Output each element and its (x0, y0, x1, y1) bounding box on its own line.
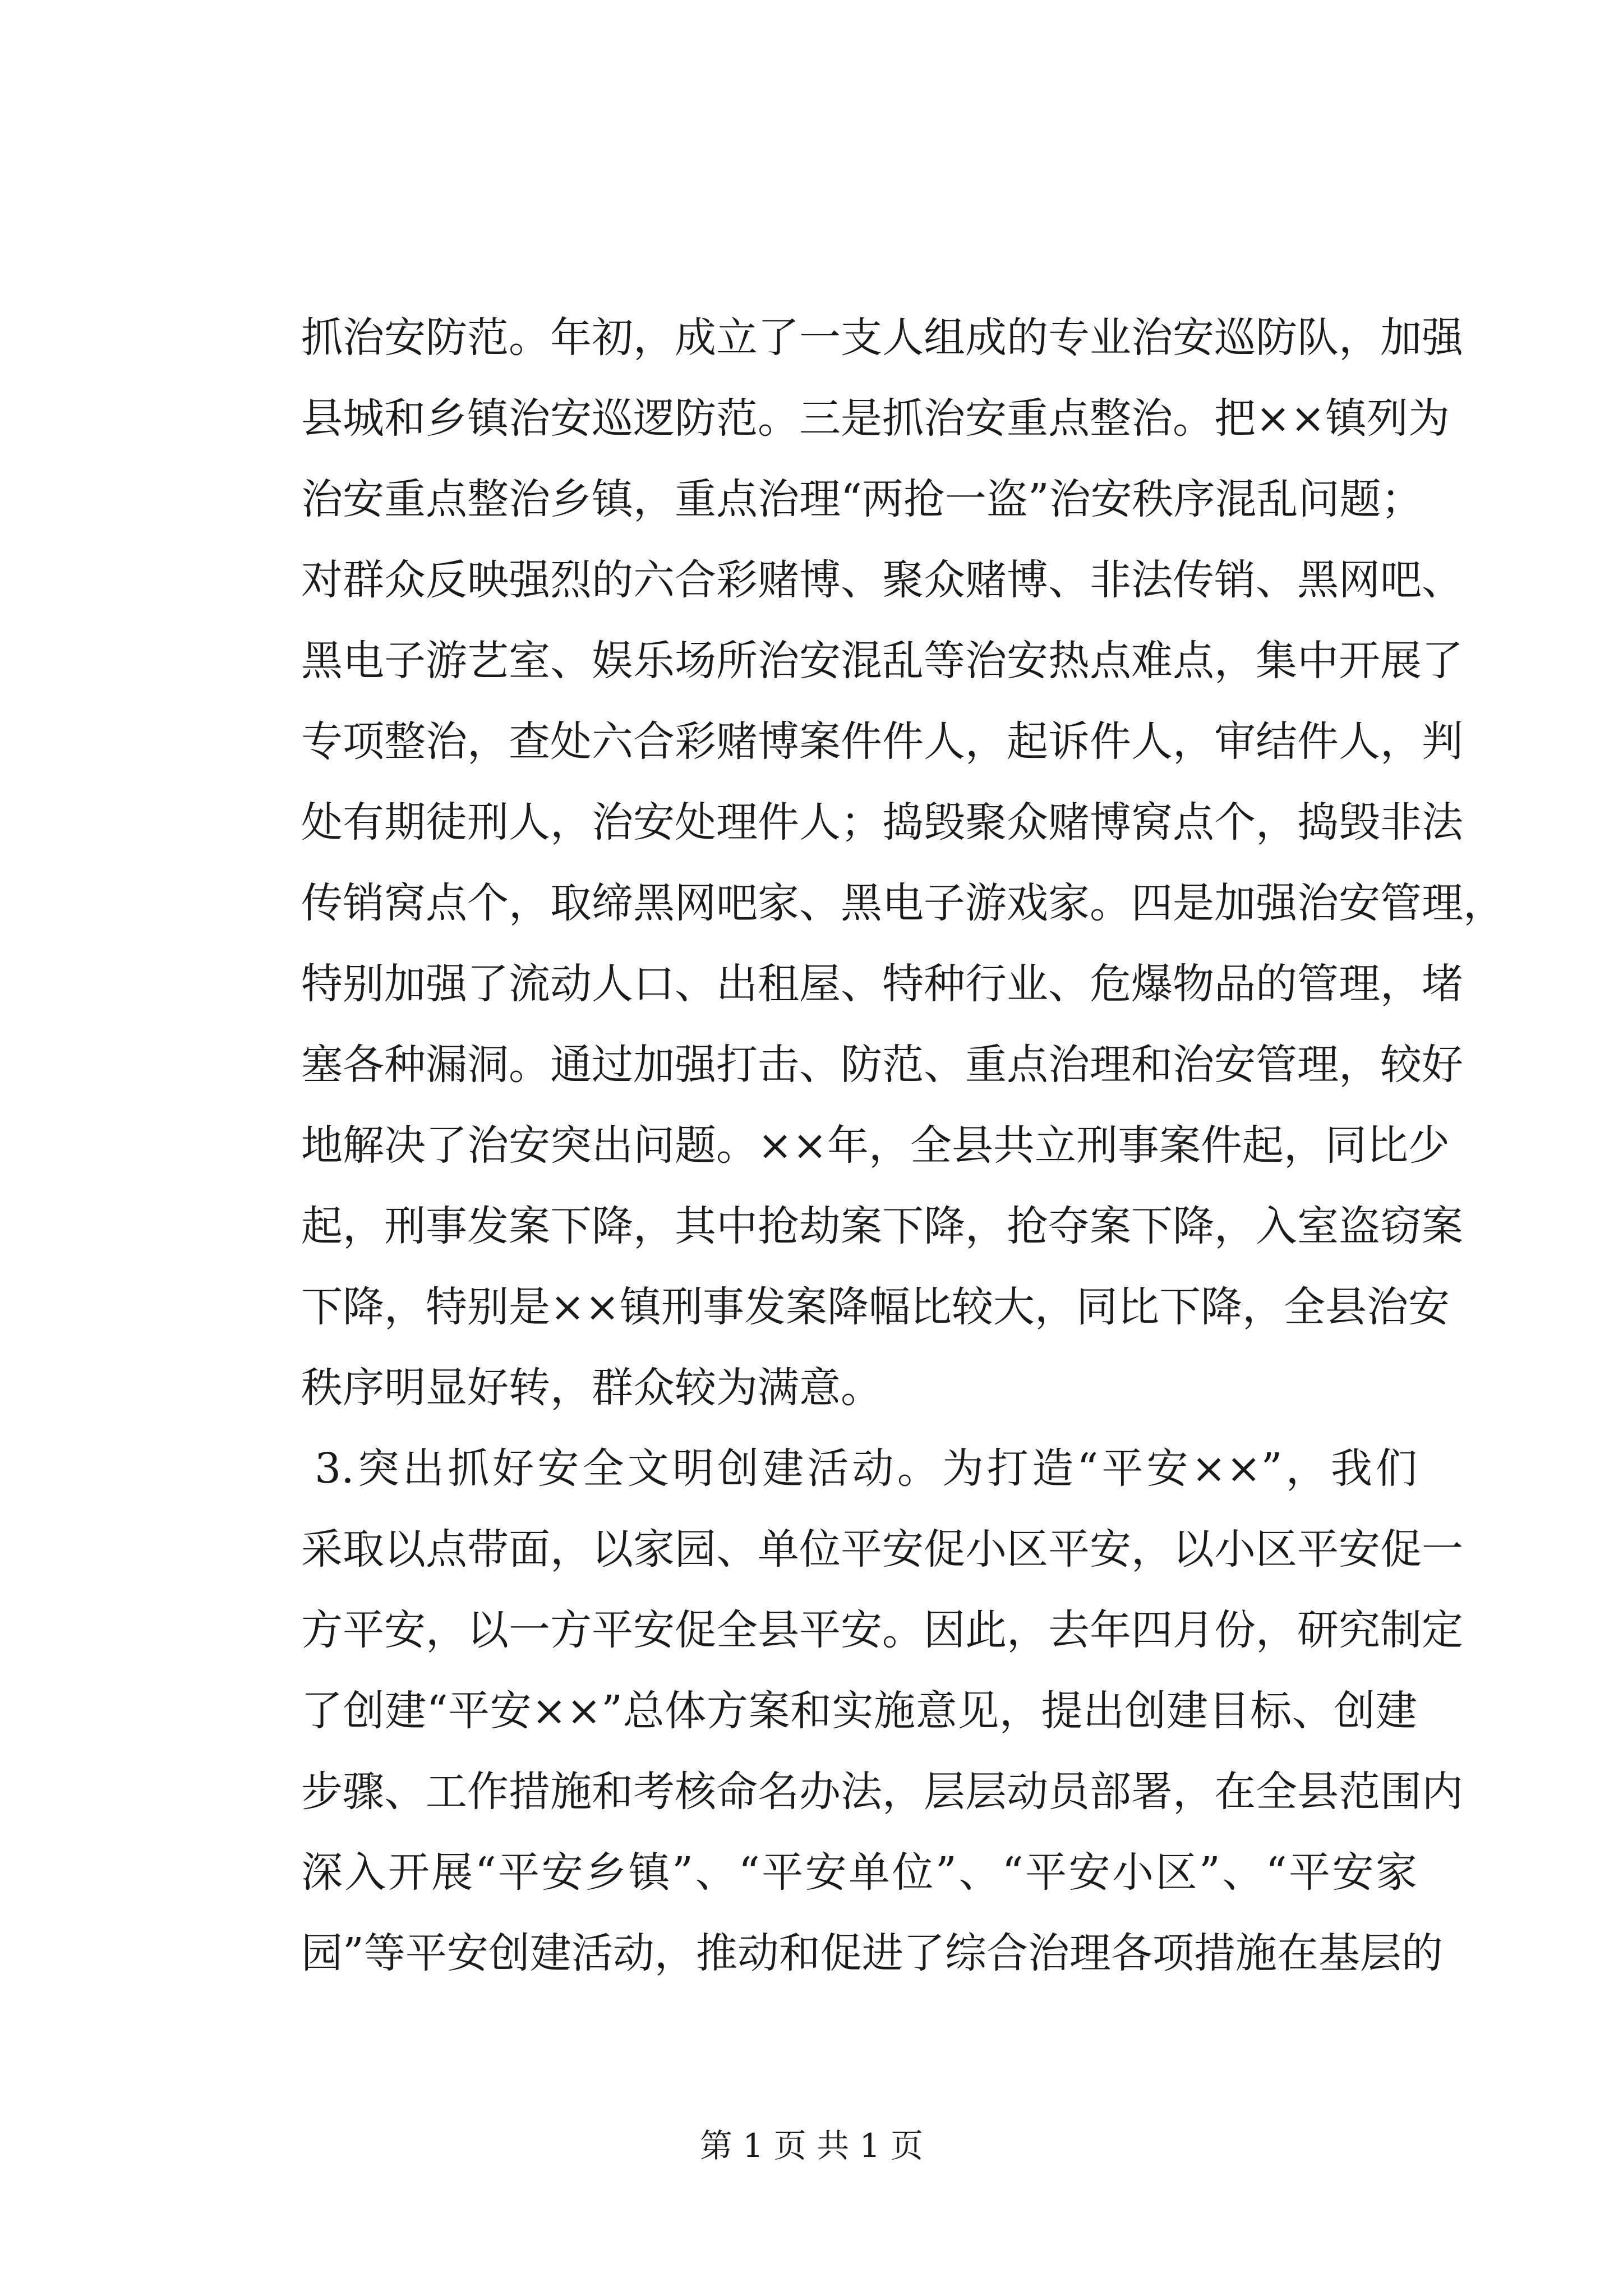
page-number-label: 第 1 页 共 1 页 (700, 2127, 923, 2165)
body-line: 秩序明显好转，群众较为满意。 (301, 1364, 882, 1412)
body-line: 抓治安防范。年初，成立了一支人组成的专业治安巡防队，加强 (301, 314, 1463, 362)
body-line: 处有期徒刑人，治安处理件人；捣毁聚众赌博窝点个，捣毁非法 (301, 798, 1463, 846)
body-text (301, 297, 1505, 1994)
body-line: 深入开展“平安乡镇”、“平安单位”、“平安小区”、“平安家 (301, 1848, 1417, 1897)
body-line: 专项整治，查处六合彩赌博案件件人，起诉件人，审结件人，判 (301, 717, 1463, 766)
body-line: 特别加强了流动人口、出租屋、特种行业、危爆物品的管理，堵 (301, 960, 1463, 1008)
body-line: 塞各种漏洞。通过加强打击、防范、重点治理和治安管理，较好 (301, 1041, 1463, 1089)
body-line: 县城和乡镇治安巡逻防范。三是抓治安重点整治。把××镇列为 (301, 394, 1450, 443)
body-line: 采取以点带面，以家园、单位平安促小区平安，以小区平安促一 (301, 1525, 1463, 1573)
body-line: 下降，特别是××镇刑事发案降幅比较大，同比下降，全县治安 (301, 1283, 1450, 1331)
body-line: 园”等平安创建活动，推动和促进了综合治理各项措施在基层的 (301, 1929, 1443, 1977)
body-line: 起，刑事发案下降，其中抢劫案下降，抢夺案下降，入室盗窃案 (301, 1202, 1463, 1250)
body-line: 了创建“平安××”总体方案和实施意见，提出创建目标、创建 (301, 1687, 1417, 1735)
body-line: 治安重点整治乡镇，重点治理“两抢一盗”治安秩序混乱问题； (301, 475, 1423, 523)
body-line: 方平安，以一方平安促全县平安。因此，去年四月份，研究制定 (301, 1606, 1463, 1654)
body-line: 步骤、工作措施和考核命名办法，层层动员部署，在全县范围内 (301, 1768, 1463, 1816)
section-heading-line: 3.突出抓好安全文明创建活动。为打造“平安××”，我们 (315, 1444, 1417, 1493)
page-footer (0, 2123, 1623, 2168)
body-line: 黑电子游艺室、娱乐场所治安混乱等治安热点难点，集中开展了 (301, 637, 1463, 685)
body-line: 地解决了治安突出问题。××年，全县共立刑事案件起，同比少 (301, 1121, 1450, 1170)
body-line: 对群众反映强烈的六合彩赌博、聚众赌博、非法传销、黑网吧、 (301, 556, 1463, 604)
body-line: 传销窝点个，取缔黑网吧家、黑电子游戏家。四是加强治安管理， (301, 879, 1505, 927)
